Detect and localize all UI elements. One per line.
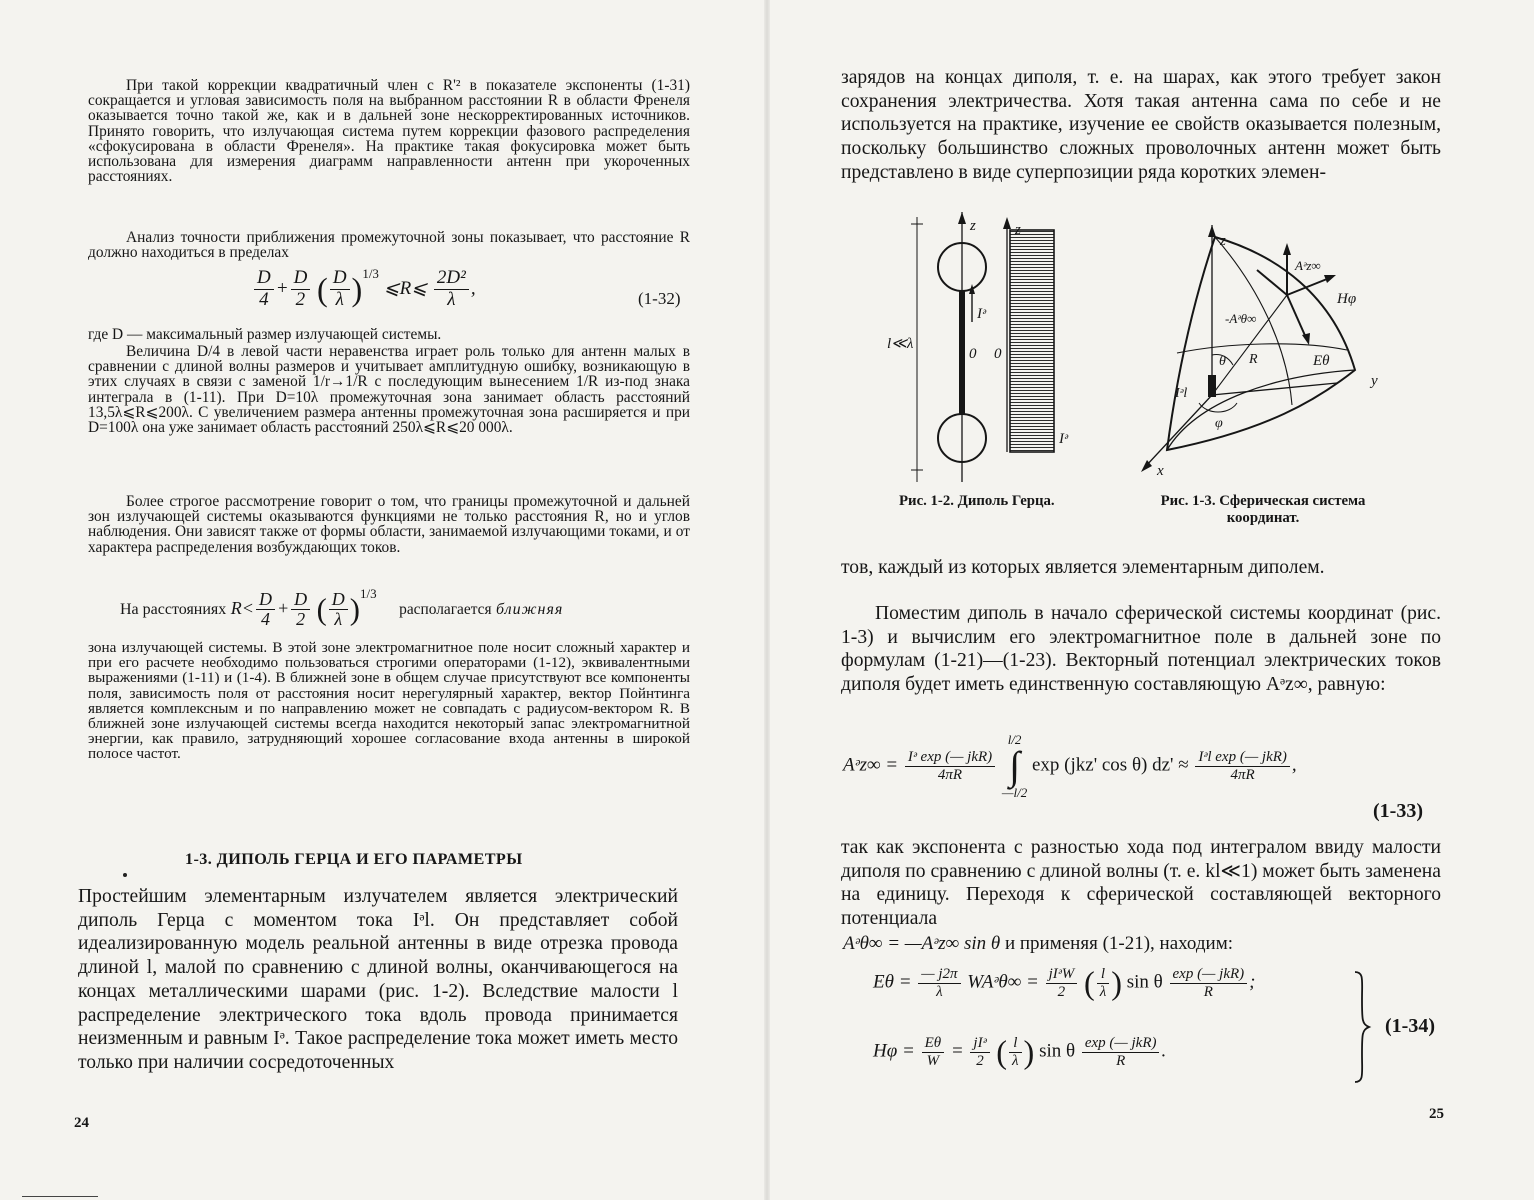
left-para-3: где D — максимальный размер излучающей системы. <box>88 326 442 343</box>
eq133-frac1: $\frac{\text{Iᵊ exp (— jkR)}}{4\pi R}$ <box>905 749 995 783</box>
equation-number-1-34: (1-34) <box>1385 1015 1435 1037</box>
dipole-wire <box>959 291 965 414</box>
right-para-3: Поместим диполь в начало сферической системы координат (рис. 1-3) и вычислим его электромагнитное поле в дальней зоне по формулам (1-21)—(1-23). Векторный потенциал электрических токов диполя будет иметь единственную составляющую Aᵊz∞, равную: <box>841 603 1441 696</box>
fig13-label-atheta: -Aᵊθ∞ <box>1225 311 1257 326</box>
equation-number-1-33: (1-33) <box>1373 800 1423 822</box>
eq134-h-eq: = <box>950 1040 964 1062</box>
fig12-label-origin1: 0 <box>969 346 977 362</box>
eq-atheta-tail: и применяя (1-21), находим: <box>1004 933 1234 954</box>
eq-atheta-formula: Aᵊθ∞ = —Aᵊz∞ sin θ <box>843 933 1001 954</box>
eq134-h-frac4: $\frac{\text{exp (— jkR)}}{R}$ <box>1082 1035 1160 1069</box>
fig13-label-z: z <box>1220 233 1226 249</box>
fig12-label-z1: z <box>970 218 976 234</box>
equation-brace <box>1352 970 1372 1084</box>
left-para-1: При такой коррекции квадратичный член с R'² в показателе экспоненты (1-31) сокращается и угловая зависимость поля на выбранном расстоянии R в области Френеля оказывается точно такой же, как и в дальней зоне нескорректированных источников. Принято говорить, что излучающая система путем коррекции фазового распределения «сфокусирована в области Френеля». На практике такая фокусировка может быть использована для измерения диаграмм направленности антенн при укороченных расстояниях. <box>88 77 690 186</box>
fig13-label-r: R <box>1249 352 1258 367</box>
eq134-h-sin: sin θ <box>1039 1040 1076 1062</box>
figure-1-2-hertz-dipole <box>887 212 1087 487</box>
fig12-label-current2: Iᵊ <box>1059 431 1068 447</box>
right-para-2: тов, каждый из которых является элементарным диполем. <box>841 557 1325 578</box>
near-zone-emph: ближняя <box>496 601 564 618</box>
right-para-1: зарядов на концах диполя, т. е. на шарах, как этого требует закон сохранения электричества. Хотя такая антенна сама по себе и не используется на практике, изучение ее свойств оказывается полезным, поскольку большинство сложных проволочных антенн может быть представлено в виде суперпозиции ряда коротких элемен- <box>841 67 1441 183</box>
page-number-right: 25 <box>1429 1106 1444 1122</box>
section-heading: 1-3. ДИПОЛЬ ГЕРЦА И ЕГО ПАРАМЕТРЫ <box>185 850 523 868</box>
eq134-e-mid: WAᵊθ∞ = <box>967 971 1039 993</box>
fig13-label-hphi: Hφ <box>1337 291 1357 307</box>
right-para-4: так как экспонента с разностью хода под интегралом ввиду малости диполя по сравнению с длиной волны (т. е. kl≪1) может быть заменена на единицу. Переходя к сферической составляющей векторного потенциала <box>841 837 1441 930</box>
eq134-e-frac3: $\frac{l}{\lambda}$ <box>1097 966 1110 1000</box>
equation-1-34-h: Hφ = $\frac{E\theta}{W}$ = $\frac{\text{jIᵊ}}{2}$ ( $\frac{l}{\lambda}$ ) sin θ $\frac{\text{exp (— jkR)}}{R}$ . <box>873 1033 1167 1070</box>
left-para-6: зона излучающей системы. В этой зоне электромагнитное поле носит сложный характер и при его расчете необходимо пользоваться строгими операторами (1-12), эквивалентными выражениями (1-11) и (1-4). В ближней зоне в общем случае присутствуют все компоненты поля, зависимость поля от расстояния носит нерегулярный характер, вектор Пойнтинга является комплексным и по направлению может не совпадать с радиусом-вектором R. В ближней зоне излучающей системы всегда находится некоторый запас электромагнитной энергии, как правило, затрудняющий хорошее согласование входа антенны в широкой полосе частот. <box>88 639 690 763</box>
eq134-h-frac1: $\frac{E\theta}{W}$ <box>922 1035 945 1069</box>
fig12-label-origin2: 0 <box>994 346 1002 362</box>
x-axis <box>1145 395 1212 467</box>
eq132-frac4: $\frac{\text{2D²}}{\lambda}$ <box>434 268 469 311</box>
fig12-label-z2: z <box>1015 222 1021 238</box>
figure-1-3-spherical-coordinates <box>1137 225 1387 480</box>
fig13-label-y: y <box>1371 373 1378 389</box>
eq134-e-lhs: Eθ = <box>873 971 912 993</box>
fig13-caption: Рис. 1-3. Сферическая система координат. <box>1160 493 1366 526</box>
current-distribution <box>1010 230 1054 452</box>
eq133-integral: l/2 ∫ —l/2 <box>1001 732 1028 800</box>
eq132-frac1: $\frac{D}{4}$ <box>254 268 274 311</box>
fig13-label-theta: θ <box>1219 354 1226 369</box>
eq133-comma: , <box>1291 754 1297 776</box>
dipole-element <box>1208 375 1216 397</box>
eq134-h-frac3: $\frac{l}{\lambda}$ <box>1009 1035 1022 1069</box>
atheta-vector <box>1257 270 1287 295</box>
eq134-h-lhs: Hφ = <box>873 1040 915 1062</box>
near-zone-frac3: $\frac{D}{\lambda}$ <box>329 590 348 631</box>
left-para-2: Анализ точности приближения промежуточной зоны показывает, что расстояние R должно находиться в пределах <box>88 229 690 262</box>
fig12-label-current1: Iᵊ <box>977 306 986 322</box>
eq132-frac2: $\frac{D}{2}$ <box>291 268 311 311</box>
fig13-label-x: x <box>1157 463 1164 479</box>
fig13-label-etheta: Eθ <box>1313 353 1330 369</box>
near-zone-inequality: На расстояниях R< $\frac{D}{4}$ + $\frac{D}{2}$ ( $\frac{D}{\lambda}$ )$^{1/3}$ располагается ближняя <box>120 586 564 630</box>
eq133-integrand: exp (jkz' cos θ) dz' ≈ <box>1031 754 1189 776</box>
eq132-comma: , <box>470 278 476 299</box>
eq134-e-frac2: $\frac{\text{jIᵊW}}{2}$ <box>1046 966 1078 1000</box>
z-arrow-2 <box>1003 217 1011 229</box>
equation-1-32: $\frac{D}{4}$ + $\frac{D}{2}$ ( $\frac{D}{\lambda}$ )$^{1/3}$ ⩽R⩽ $\frac{\text{2D²}}{\lambda}$ , <box>252 266 476 311</box>
etheta-vector <box>1287 295 1307 340</box>
eq133-frac2: $\frac{\text{Iᵊl exp (— jkR)}}{4\pi R}$ <box>1195 749 1289 783</box>
right-page <box>767 0 1534 1200</box>
near-zone-plus: + <box>276 598 290 618</box>
eq132-power: 1/3 <box>362 266 379 281</box>
equation-1-33 <box>843 733 1297 799</box>
stray-dot <box>123 873 127 877</box>
equator-arc <box>1167 370 1355 450</box>
latitude-arc <box>1177 344 1347 353</box>
left-para-4: Величина D/4 в левой части неравенства играет роль только для антенн малых в сравнении с длиной волны размеров и учитывает амплитудную ошибку, возникающую в этих случаях в связи с заменой 1/r→1/R с последующим вынесением 1/R из-под знака интеграла в (1-11). При D=10λ промежуточная зона занимает область расстояний 13,5λ⩽R⩽200λ. С увеличением размера антенны промежуточная зона расширяется и при D=100λ она уже занимает область расстояний 250λ⩽R⩽20 000λ. <box>88 343 690 437</box>
near-zone-frac2: $\frac{D}{2}$ <box>291 590 310 631</box>
page-number-left: 24 <box>74 1115 89 1131</box>
eq132-frac3: $\frac{D}{\lambda}$ <box>330 268 350 311</box>
eq132-relation: ⩽R⩽ <box>383 278 428 299</box>
left-para-7: Простейшим элементарным излучателем является электрический диполь Герца с моментом тока Iᵊl. Он представляет собой идеализированную модель реальной антенны в виде отрезка провода длиной l, малой по сравнению с длиной волны, оканчивающегося на концах металлическими шарами (рис. 1-2). Вследствие малости l распределение электрического тока вдоль провода принимается неизменным и равным Iᵊ. Такое распределение тока может иметь место только при наличии сосредоточенных <box>78 886 678 1073</box>
equation-1-34-e: Eθ = $\frac{— j2\pi}{\lambda}$ WAᵊθ∞ = $\frac{\text{jIᵊW}}{2}$ ( $\frac{l}{\lambda}$ ) sin θ $\frac{\text{exp (— jkR)}}{R}$ ; <box>873 964 1256 1001</box>
eq134-e-sin: sin θ <box>1126 971 1163 993</box>
y-axis <box>1212 383 1337 395</box>
fig13-label-phi: φ <box>1215 416 1223 431</box>
equation-atheta <box>843 933 1233 955</box>
eq132-plus: + <box>275 278 289 299</box>
equation-number-1-32: (1-32) <box>638 289 681 308</box>
fig12-caption: Рис. 1-2. Диполь Герца. <box>899 493 1055 509</box>
eq134-h-end: . <box>1161 1040 1167 1062</box>
fig12-label-l: l≪λ <box>887 336 914 352</box>
eq134-e-frac4: $\frac{\text{exp (— jkR)}}{R}$ <box>1170 966 1248 1000</box>
near-zone-frac1: $\frac{D}{4}$ <box>256 590 275 631</box>
fig13-label-az: Aᵊz∞ <box>1295 258 1321 273</box>
eq134-e-end: ; <box>1249 971 1256 993</box>
near-zone-power: 1/3 <box>360 586 377 601</box>
eq133-lhs: Aᵊz∞ = <box>843 754 899 776</box>
scan-edge-line <box>22 1196 98 1197</box>
near-zone-prefix: На расстояниях <box>120 601 227 618</box>
near-zone-r: R< <box>230 598 254 618</box>
eq134-e-frac1: $\frac{— j2\pi}{\lambda}$ <box>918 966 960 1000</box>
z-arrow-1 <box>958 212 966 224</box>
eq134-h-frac2: $\frac{\text{jIᵊ}}{2}$ <box>970 1035 989 1069</box>
radius-vector <box>1212 295 1287 395</box>
near-zone-mid: располагается <box>399 601 492 618</box>
left-para-5: Более строгое рассмотрение говорит о том, что границы промежуточной и дальней зон излучающей системы оказываются функциями не только расстояния R, но и углов наблюдения. Они зависят также от формы области, занимаемой излучающими токами, и от характера распределения возбуждающих токов. <box>88 493 690 556</box>
fig13-label-il: Iᵊl <box>1175 386 1188 401</box>
